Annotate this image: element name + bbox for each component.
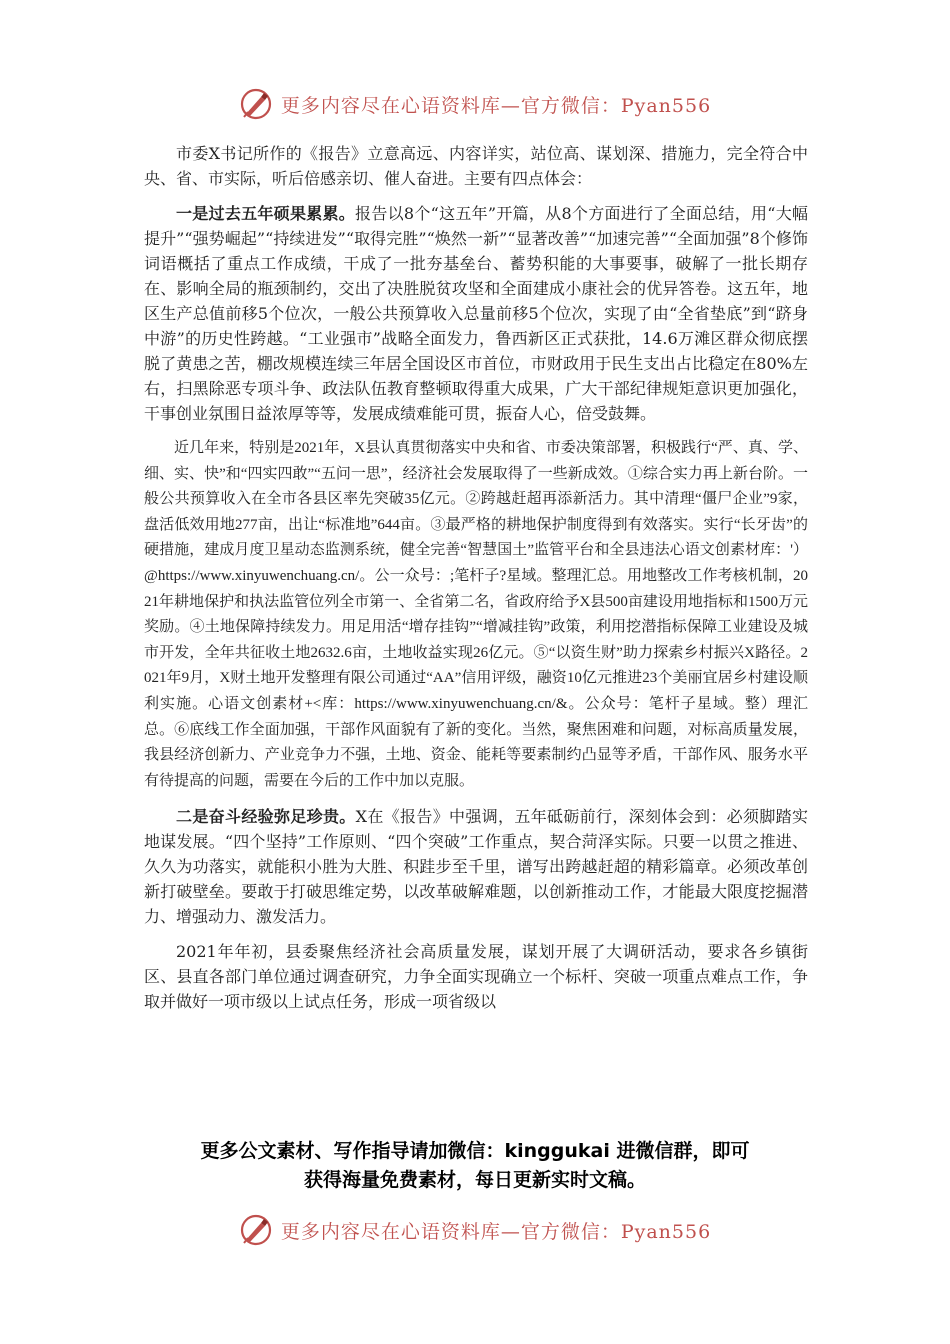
banner-text: 更多内容尽在心语资料库—官方微信：Pyan556 <box>280 1220 712 1243</box>
paragraph-experience <box>144 804 808 929</box>
paragraph-text: 2021年年初，县委聚焦经济社会高质量发展，谋划开展了大调研活动，要求各乡镇街区、县直各部门单位通过调查研究，力争全面实现确立一个标杆、突破一项重点难点工作，争取并做好一项市级以上试点任务，形成一项省级以 <box>144 942 808 1012</box>
footer-banner <box>0 1210 950 1250</box>
paragraph-text: 近几年来，特别是2021年，X县认真贯彻落实中央和省、市委决策部署，积极践行“严、真、学、细、实、快”和“四实四敢”“五问一思”，经济社会发展取得了一些新成效。①综合实力再上新台阶。一般公共预算收入在全市各县区率先突破35亿元。②跨越赶超再添新活力。其中清理“僵尸企业”9家，盘活低效用地277亩，出让“标准地”644亩。③最严格的耕地保护制度得到有效落实。实行“长牙齿”的硬措施，建成月度卫星动态监测系统，健全完善“智慧国土”监管平台和全县违法心语文创素材库：'）@https://www.xinyuwenchuang.cn/。公一众号：;笔杆子?星域。整理汇总。用地整改工作考核机制，2021年耕地保护和执法监管位列全市第一、全省第二名，省政府给予X县500亩建设用地指标和1500万元奖励。④土地保障持续发力。用足用活“增存挂钩”“增减挂钩”政策，利用挖潜指标保障工业建设及城市开发，全年共征收土地2632.6亩，土地收益实现26亿元。⑤“以资生财”助力探索乡村振兴X路径。2021年9月，X财土地开发整理有限公司通过“AA”信用评级，融资10亿元推进23个美丽宜居乡村建设顺利实施。心语文创素材+<库：https://www.xinyuwenchuang.cn/&。公众号：笔杆子星域。整）理汇总。⑥底线工作全面加强，干部作风面貌有了新的变化。当然，聚焦困难和问题，对标高质量发展，我县经济创新力、产业竞争力不强，土地、资金、能耗等要素制约凸显等矛盾，干部作风、服务水平有待提高的问题，需要在今后的工作中加以克服。 <box>144 440 808 789</box>
paragraph-intro <box>144 141 808 191</box>
paragraph-lead: 二是奋斗经验弥足珍贵。 <box>176 807 356 827</box>
paragraph-text: X在《报告》中强调，五年砥砺前行，深刻体会到：必须脚踏实地谋发展。“四个坚持”工作原则、“四个突破”工作重点，契合菏泽实际。只要一以贯之推进、久久为功落实，就能积小胜为大胜、积跬步至千里，谱写出跨越赶超的精彩篇章。必须改革创新打破壁垒。要敢于打破思维定势，以改革破解难题，以创新推动工作，才能最大限度挖掘潜力、增强动力、激发活力。 <box>144 807 808 927</box>
promo-notice <box>120 1137 830 1195</box>
paragraph-county-results <box>144 436 808 794</box>
document-body <box>144 141 808 1024</box>
pen-nib-logo-icon <box>239 1213 273 1247</box>
paragraph-text: 报告以8个“这五年”开篇，从8个方面进行了全面总结，用“大幅提升”“强势崛起”“持续进发”“取得完胜”“焕然一新”“显著改善”“加速完善”“全面加强”8个修饰词语概括了重点工作成绩，干成了一批夯基垒台、蓄势积能的大事要事，破解了一批长期存在、影响全局的瓶颈制约，交出了决胜脱贫攻坚和全面建成小康社会的优异答卷。这五年，地区生产总值前移5个位次，一般公共预算收入总量前移5个位次，实现了由“全省垫底”到“跻身中游”的历史性跨越。“工业强市”战略全面发力，鲁西新区正式获批，14.6万滩区群众彻底摆脱了黄患之苦，棚改规模连续三年居全国设区市首位，市财政用于民生支出占比稳定在80%左右，扫黑除恶专项斗争、政法队伍教育整顿取得重大成果，广大干部纪律规矩意识更加强化，干事创业氛围日益浓厚等等，发展成绩难能可贯，振奋人心，倍受鼓舞。 <box>144 204 808 423</box>
promo-line-2: 获得海量免费素材，每日更新实时文稿。 <box>303 1169 646 1191</box>
pen-nib-logo-icon <box>239 87 273 121</box>
header-banner <box>0 84 950 124</box>
banner-text: 更多内容尽在心语资料库—官方微信：Pyan556 <box>280 94 712 117</box>
paragraph-text: 市委X书记所作的《报告》立意高远、内容详实，站位高、谋划深、措施力，完全符合中央、省、市实际，听后倍感亲切、催人奋进。主要有四点体会： <box>144 144 808 188</box>
paragraph-achievements <box>144 201 808 426</box>
paragraph-lead: 一是过去五年硕果累累。 <box>176 204 356 223</box>
paragraph-research <box>144 939 808 1014</box>
promo-line-1: 更多公文素材、写作指导请加微信：kinggukai 进微信群，即可 <box>200 1140 750 1162</box>
